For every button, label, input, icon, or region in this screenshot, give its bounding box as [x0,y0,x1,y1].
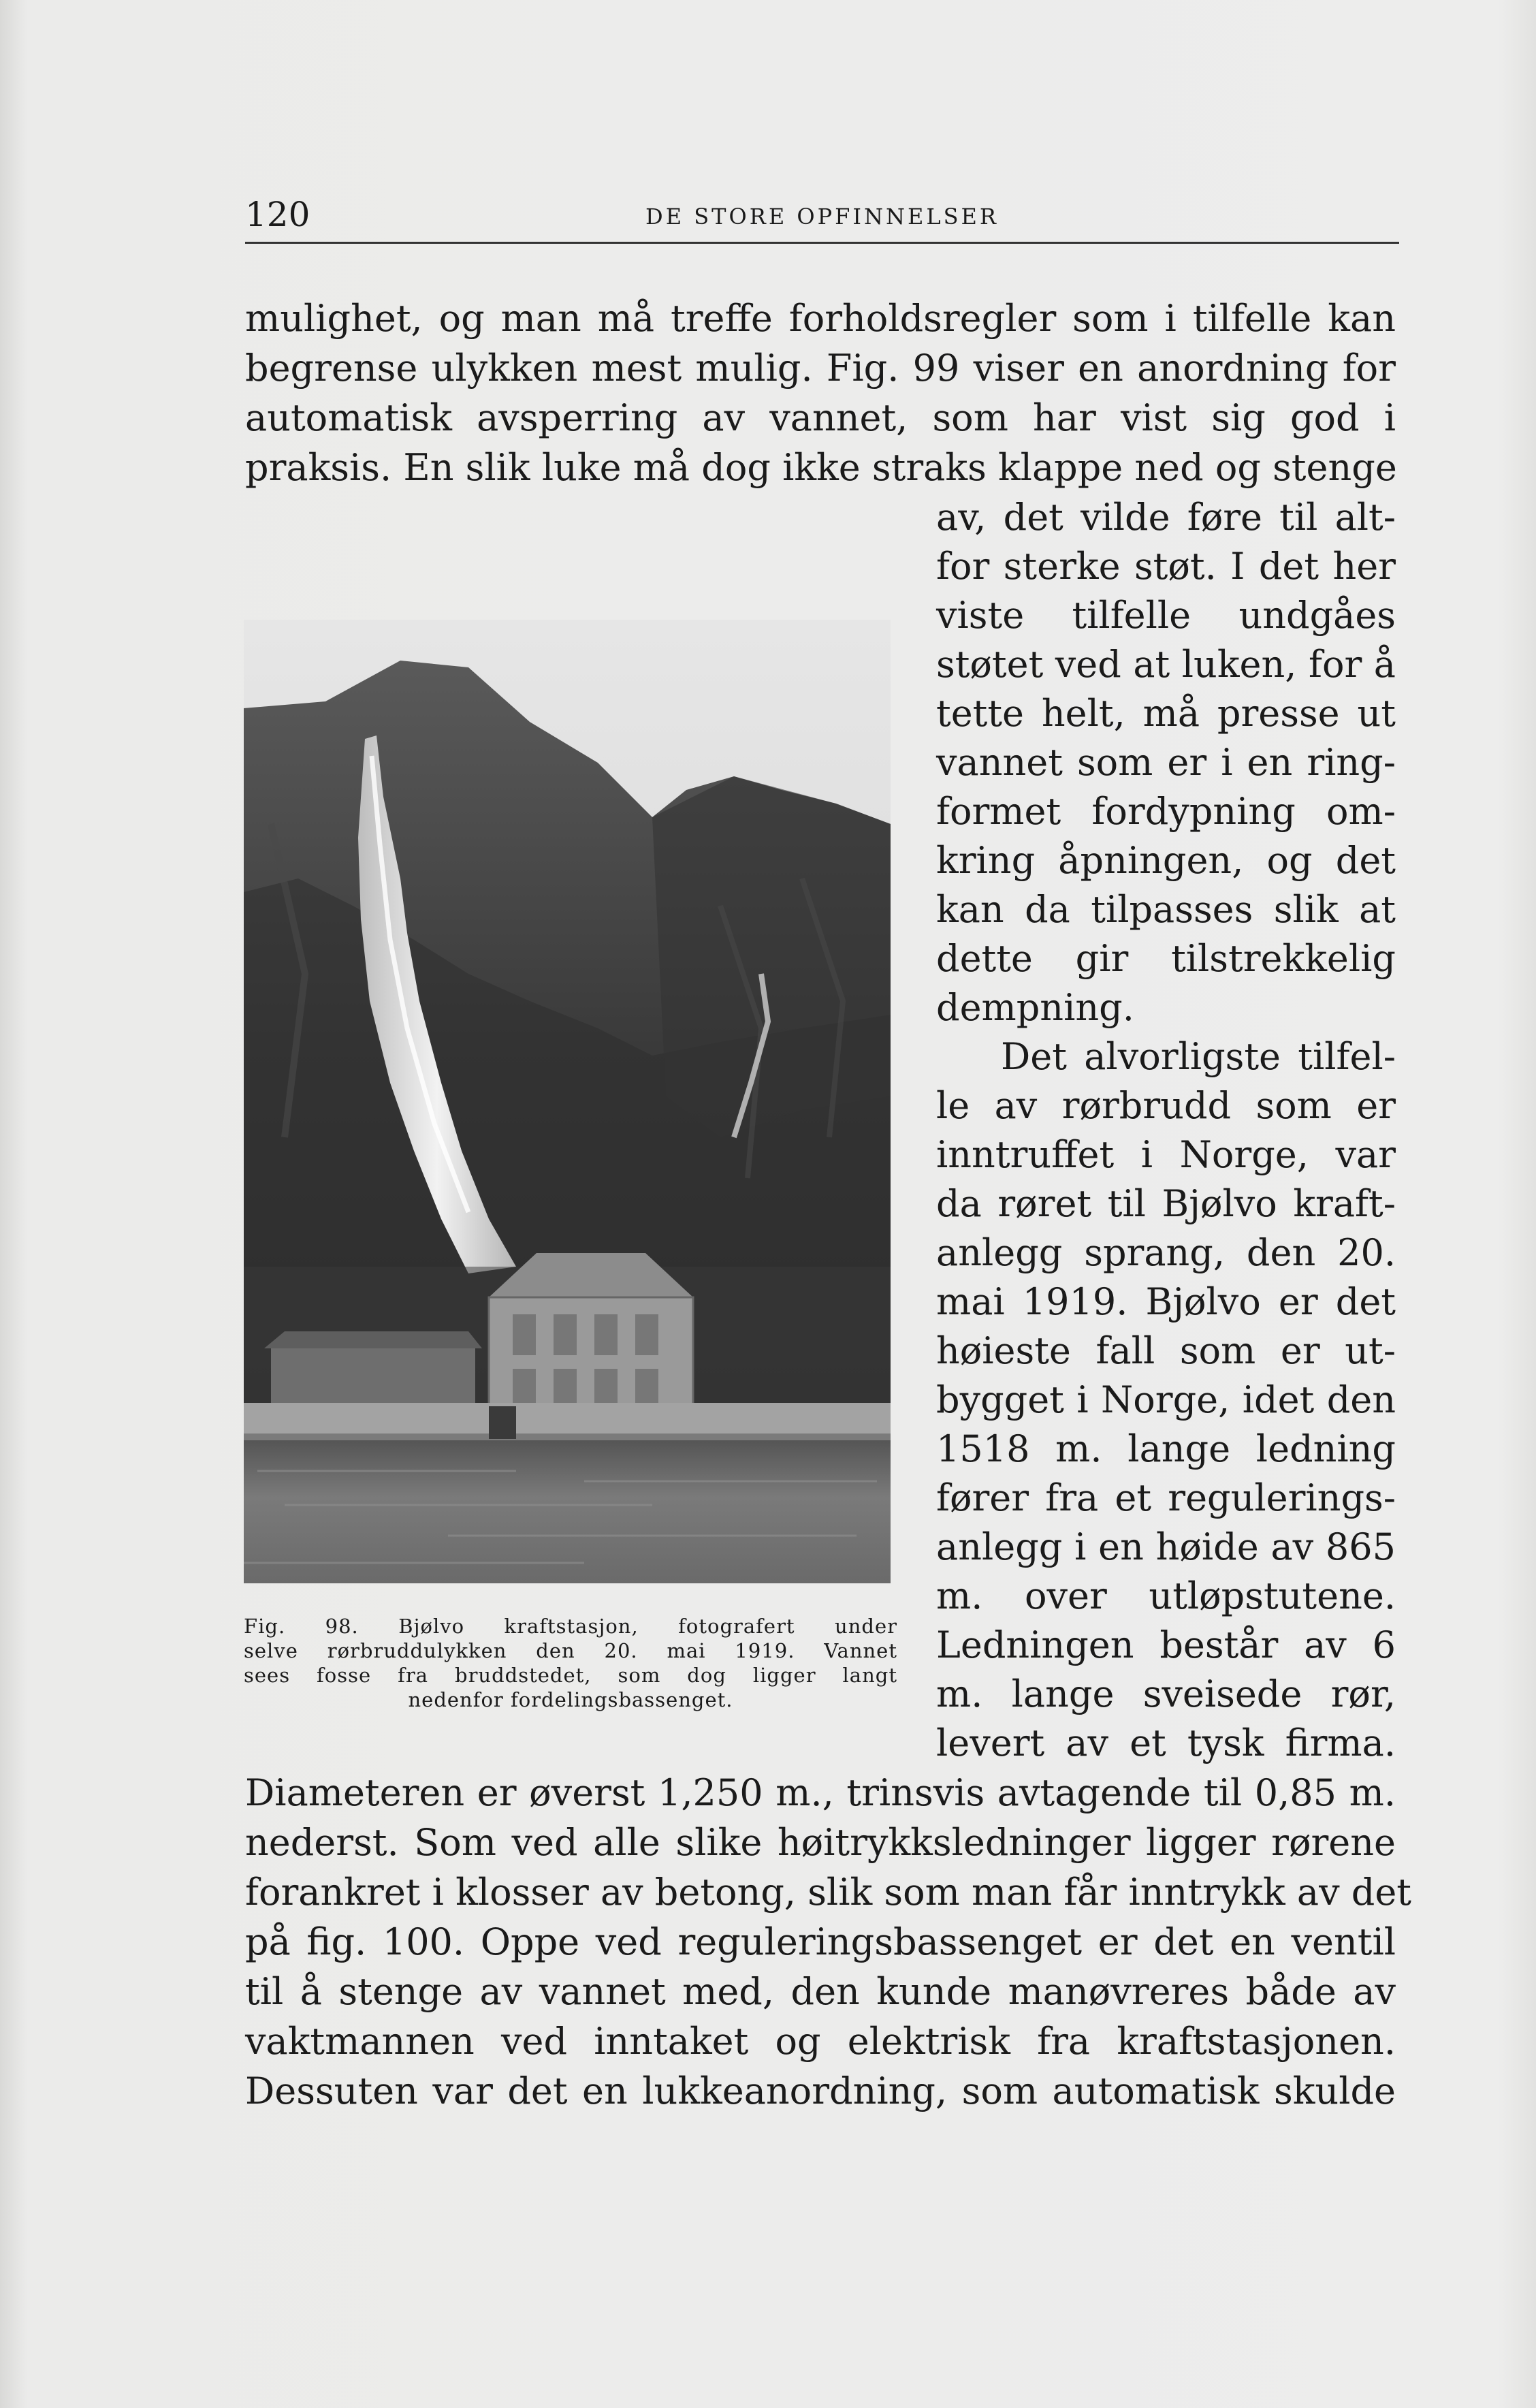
body-line: forankret i klosser av betong, slik som man får inntrykk av det [245,1871,1411,1914]
body-line: levert av et tysk firma. [936,1722,1396,1764]
body-line: 1518 m. lange ledning [936,1427,1396,1470]
body-line: Ledningen består av 6 [936,1623,1396,1666]
body-line: nederst. Som ved alle slike høitrykksledninger ligger rørene [245,1821,1396,1864]
body-line: vaktmannen ved inntaket og elektrisk fra kraftstasjonen. [245,2020,1396,2063]
running-head: DE STORE OPFINNELSER [645,204,999,229]
caption-line: nedenfor fordelingsbassenget. [408,1688,733,1711]
body-line: kring åpningen, og det [936,839,1396,882]
caption-line: Fig. 98. Bjølvo kraftstasjon, fotografert under [244,1615,897,1638]
body-line: Dessuten var det en lukkeanordning, som automatisk skulde [245,2070,1396,2112]
body-line: av, det vilde føre til alt- [936,496,1396,539]
body-line: dempning. [936,986,1134,1029]
body-line: fører fra et regulerings- [936,1476,1396,1519]
body-line: på fig. 100. Oppe ved reguleringsbassenget er det en ventil [245,1920,1396,1963]
body-line: anlegg i en høide av 865 [936,1525,1396,1568]
caption-line: selve rørbruddulykken den 20. mai 1919. Vannet [244,1639,897,1662]
body-line: automatisk avsperring av vannet, som har vist sig god i [245,396,1396,439]
body-line: Det alvorligste tilfel- [1001,1035,1396,1078]
body-line: til å stenge av vannet med, den kunde manøvreres både av [245,1970,1396,2013]
body-line: viste tilfelle undgåes [936,594,1396,637]
body-line: inntruffet i Norge, var [936,1133,1396,1176]
waterfall-photo [244,620,891,1583]
body-line: for sterke støt. I det her [936,545,1396,588]
page-number: 120 [245,195,310,234]
body-line: begrense ulykken mest mulig. Fig. 99 viser en anordning for [245,347,1396,390]
body-line: Diameteren er øverst 1,250 m., trinsvis avtagende til 0,85 m. [245,1771,1396,1814]
body-line: m. lange sveisede rør, [936,1673,1396,1715]
body-line: bygget i Norge, idet den [936,1378,1396,1421]
body-line: praksis. En slik luke må dog ikke straks klappe ned og stenge [245,446,1397,489]
body-line: høieste fall som er ut- [936,1329,1396,1372]
body-line: anlegg sprang, den 20. [936,1231,1396,1274]
caption-line: sees fosse fra bruddstedet, som dog ligger langt [244,1664,897,1687]
body-line: formet fordypning om- [936,790,1396,833]
body-line: le av rørbrudd som er [936,1084,1396,1127]
body-line: mulighet, og man må treffe forholdsregler som i tilfelle kan [245,297,1396,340]
body-line: m. over utløpstutene. [936,1574,1396,1617]
body-line: kan da tilpasses slik at [936,888,1396,931]
body-line: tette helt, må presse ut [936,692,1396,735]
body-line: støtet ved at luken, for å [936,643,1396,686]
body-line: da røret til Bjølvo kraft- [936,1182,1396,1225]
body-line: mai 1919. Bjølvo er det [936,1280,1396,1323]
figure-caption [244,1614,897,1712]
body-line: vannet som er i en ring- [936,741,1396,784]
body-line: dette gir tilstrekkelig [936,937,1396,980]
page-header [245,194,1399,244]
